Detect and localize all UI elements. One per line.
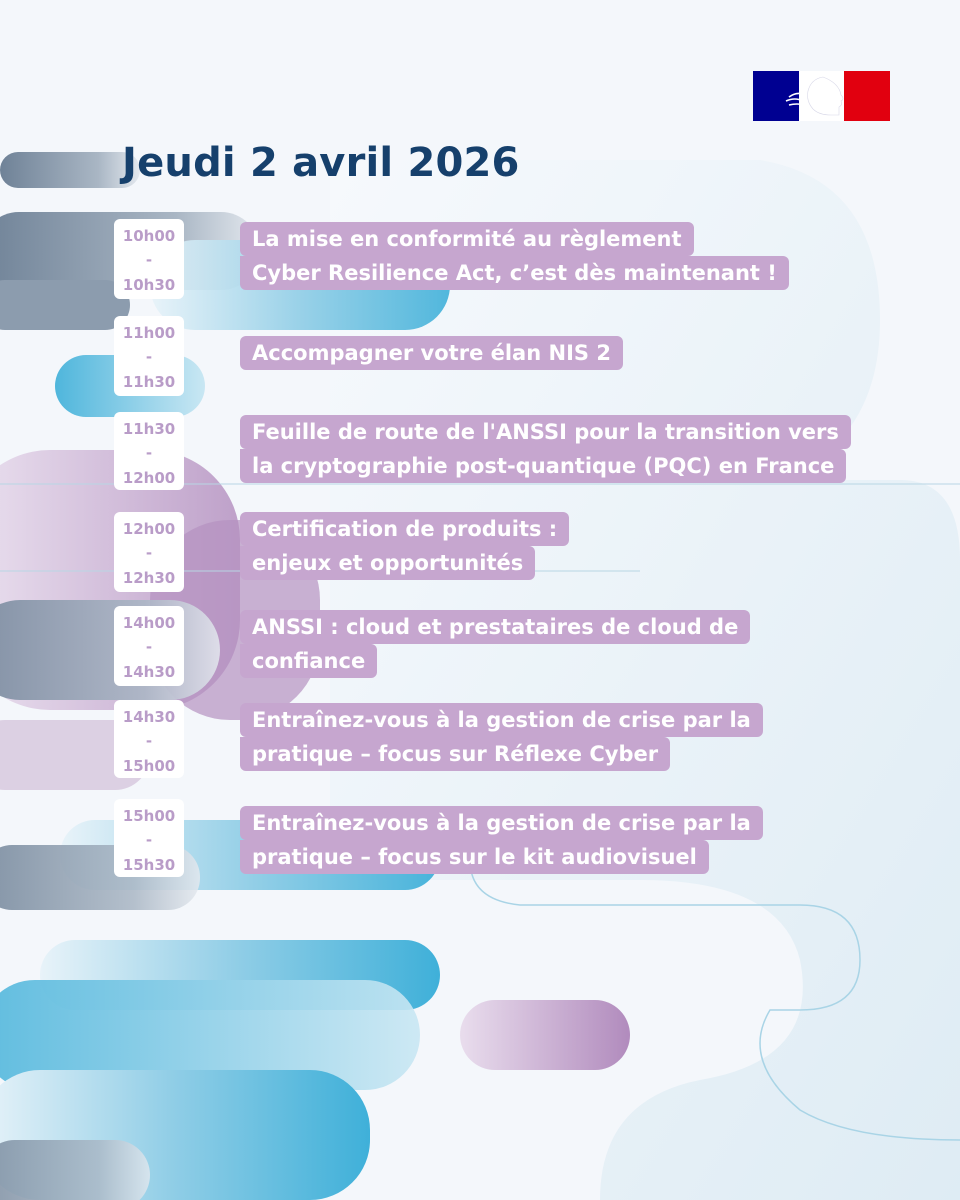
time-separator: - <box>145 348 153 366</box>
time-end: 11h30 <box>122 373 176 391</box>
time-slot <box>114 512 184 592</box>
session-title-line: Cyber Resilience Act, c’est dès maintenant ! <box>240 256 789 290</box>
page-title: Jeudi 2 avril 2026 <box>122 140 520 186</box>
time-start: 10h00 <box>122 227 176 245</box>
session-title-line: Accompagner votre élan NIS 2 <box>240 336 623 370</box>
session-title <box>240 336 623 370</box>
time-slot <box>114 219 184 299</box>
session-title-line: pratique – focus sur le kit audiovisuel <box>240 840 709 874</box>
session-title <box>240 222 789 290</box>
time-slot <box>114 412 184 490</box>
time-separator: - <box>145 732 153 750</box>
time-end: 12h30 <box>122 569 176 587</box>
time-end: 14h30 <box>122 663 176 681</box>
time-start: 12h00 <box>122 520 176 538</box>
session-title-line: Feuille de route de l'ANSSI pour la transition vers <box>240 415 851 449</box>
time-end: 15h30 <box>122 856 176 874</box>
time-slot <box>114 799 184 877</box>
session-title <box>240 806 763 874</box>
marianne-logo <box>753 71 890 121</box>
session-title <box>240 610 750 678</box>
time-start: 15h00 <box>122 807 176 825</box>
session-title-line: confiance <box>240 644 377 678</box>
session-title-line: pratique – focus sur Réflexe Cyber <box>240 737 670 771</box>
session-title <box>240 415 851 483</box>
time-slot <box>114 316 184 396</box>
session-title <box>240 512 569 580</box>
time-end: 10h30 <box>122 276 176 294</box>
time-separator: - <box>145 444 153 462</box>
time-end: 12h00 <box>122 469 176 487</box>
session-title-line: ANSSI : cloud et prestataires de cloud de <box>240 610 750 644</box>
session-title-line: enjeux et opportunités <box>240 546 535 580</box>
time-separator: - <box>145 544 153 562</box>
time-separator: - <box>145 251 153 269</box>
session-title-line: Entraînez-vous à la gestion de crise par la <box>240 806 763 840</box>
time-start: 14h00 <box>122 614 176 632</box>
time-end: 15h00 <box>122 757 176 775</box>
time-slot <box>114 700 184 778</box>
session-title-line: la cryptographie post-quantique (PQC) en France <box>240 449 846 483</box>
time-separator: - <box>145 638 153 656</box>
session-title-line: Certification de produits : <box>240 512 569 546</box>
time-start: 11h30 <box>122 420 176 438</box>
time-separator: - <box>145 831 153 849</box>
time-start: 14h30 <box>122 708 176 726</box>
session-title-line: La mise en conformité au règlement <box>240 222 694 256</box>
time-slot <box>114 606 184 686</box>
session-title <box>240 703 763 771</box>
time-start: 11h00 <box>122 324 176 342</box>
session-title-line: Entraînez-vous à la gestion de crise par la <box>240 703 763 737</box>
